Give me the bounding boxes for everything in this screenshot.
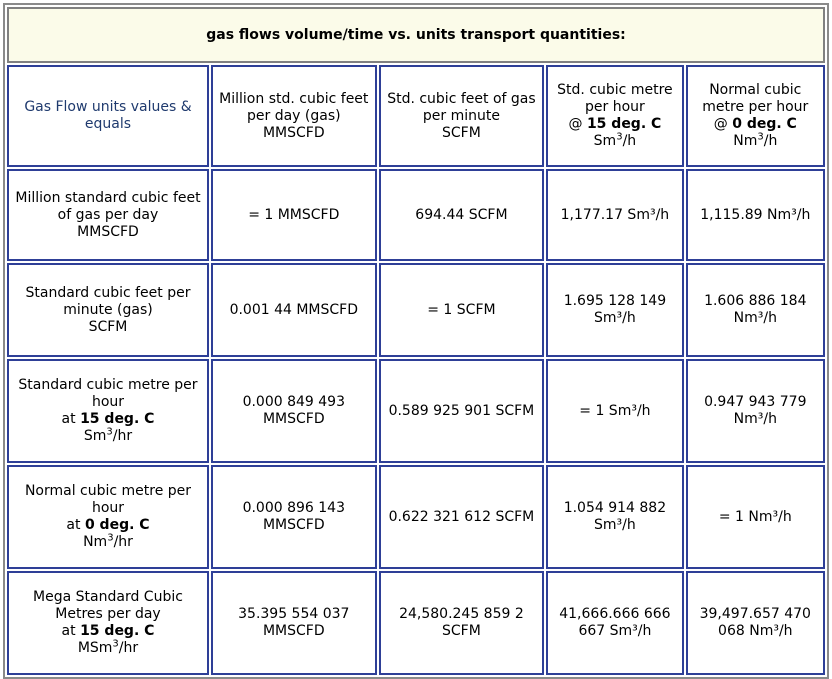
table-cell: 0.622 321 612 SCFM: [379, 465, 545, 569]
table-cell: 1.695 128 149 Sm³/h: [546, 263, 683, 357]
column-header-unit: SCFM: [442, 124, 481, 141]
conversion-table-wrapper: [3, 3, 829, 656]
header-row: [7, 65, 825, 167]
column-header-unit: MMSCFD: [262, 124, 325, 141]
table-cell: = 1 Nm³/h: [686, 465, 825, 569]
column-header-scfm: [379, 65, 545, 167]
table-cell: 0.001 44 MMSCFD: [211, 263, 377, 357]
column-header-text: Million std. cubic feet per day (gas): [219, 90, 369, 124]
table-cell: 0.947 943 779 Nm³/h: [686, 359, 825, 463]
table-cell: 0.000 849 493 MMSCFD: [211, 359, 377, 463]
title-row: [7, 7, 825, 63]
row-label-nm3h: Normal cubic metre per hour at 0 deg. C Nm$^3$/hr: [7, 465, 209, 569]
column-header-temperature: 0 deg. C: [732, 116, 797, 132]
column-header-mmscfd: [211, 65, 377, 167]
table-row-msm3d: [7, 571, 825, 675]
table-cell: = 1 SCFM: [379, 263, 545, 357]
column-header-text: Std. cubic feet of gas per minute: [387, 90, 536, 124]
corner-header: Gas Flow units values & equals: [7, 65, 209, 167]
column-header-unit: Sm$^3$/h: [593, 131, 637, 149]
row-label-msm3d: Mega Standard Cubic Metres per day at 15 deg. C MSm$^3$/hr: [7, 571, 209, 675]
column-header-condition: @ 0 deg. C: [713, 116, 797, 132]
column-header-condition: @ 15 deg. C: [568, 116, 662, 132]
table-cell: 1.606 886 184 Nm³/h: [686, 263, 825, 357]
row-label-mmscfd: Million standard cubic feet of gas per day MMSCFD: [7, 169, 209, 261]
table-cell: 39,497.657 470 068 Nm³/h: [686, 571, 825, 675]
table-row-nm3h: [7, 465, 825, 569]
table-row-sm3h: [7, 359, 825, 463]
table-title: gas flows volume/time vs. units transport quantities:: [7, 7, 825, 63]
gas-flow-conversion-table: [3, 3, 829, 679]
table-cell: 694.44 SCFM: [379, 169, 545, 261]
column-header-text: Std. cubic metre per hour: [557, 82, 673, 115]
table-cell: = 1 Sm³/h: [546, 359, 683, 463]
row-label-sm3h: Standard cubic metre per hour at 15 deg. C Sm$^3$/hr: [7, 359, 209, 463]
column-header-unit: Nm$^3$/h: [733, 131, 778, 149]
table-cell: 35.395 554 037 MMSCFD: [211, 571, 377, 675]
column-header-nm3h: [686, 65, 825, 167]
table-cell: 41,666.666 666 667 Sm³/h: [546, 571, 683, 675]
table-row-mmscfd: [7, 169, 825, 261]
table-row-scfm: [7, 263, 825, 357]
table-cell: 24,580.245 859 2 SCFM: [379, 571, 545, 675]
table-cell: 1,177.17 Sm³/h: [546, 169, 683, 261]
table-cell: 1,115.89 Nm³/h: [686, 169, 825, 261]
column-header-sm3h: [546, 65, 683, 167]
table-cell: = 1 MMSCFD: [211, 169, 377, 261]
table-cell: 0.000 896 143 MMSCFD: [211, 465, 377, 569]
column-header-temperature: 15 deg. C: [586, 116, 662, 132]
table-cell: 1.054 914 882 Sm³/h: [546, 465, 683, 569]
column-header-text: Normal cubic metre per hour: [702, 82, 809, 115]
table-cell: 0.589 925 901 SCFM: [379, 359, 545, 463]
row-label-scfm: Standard cubic feet per minute (gas) SCFM: [7, 263, 209, 357]
